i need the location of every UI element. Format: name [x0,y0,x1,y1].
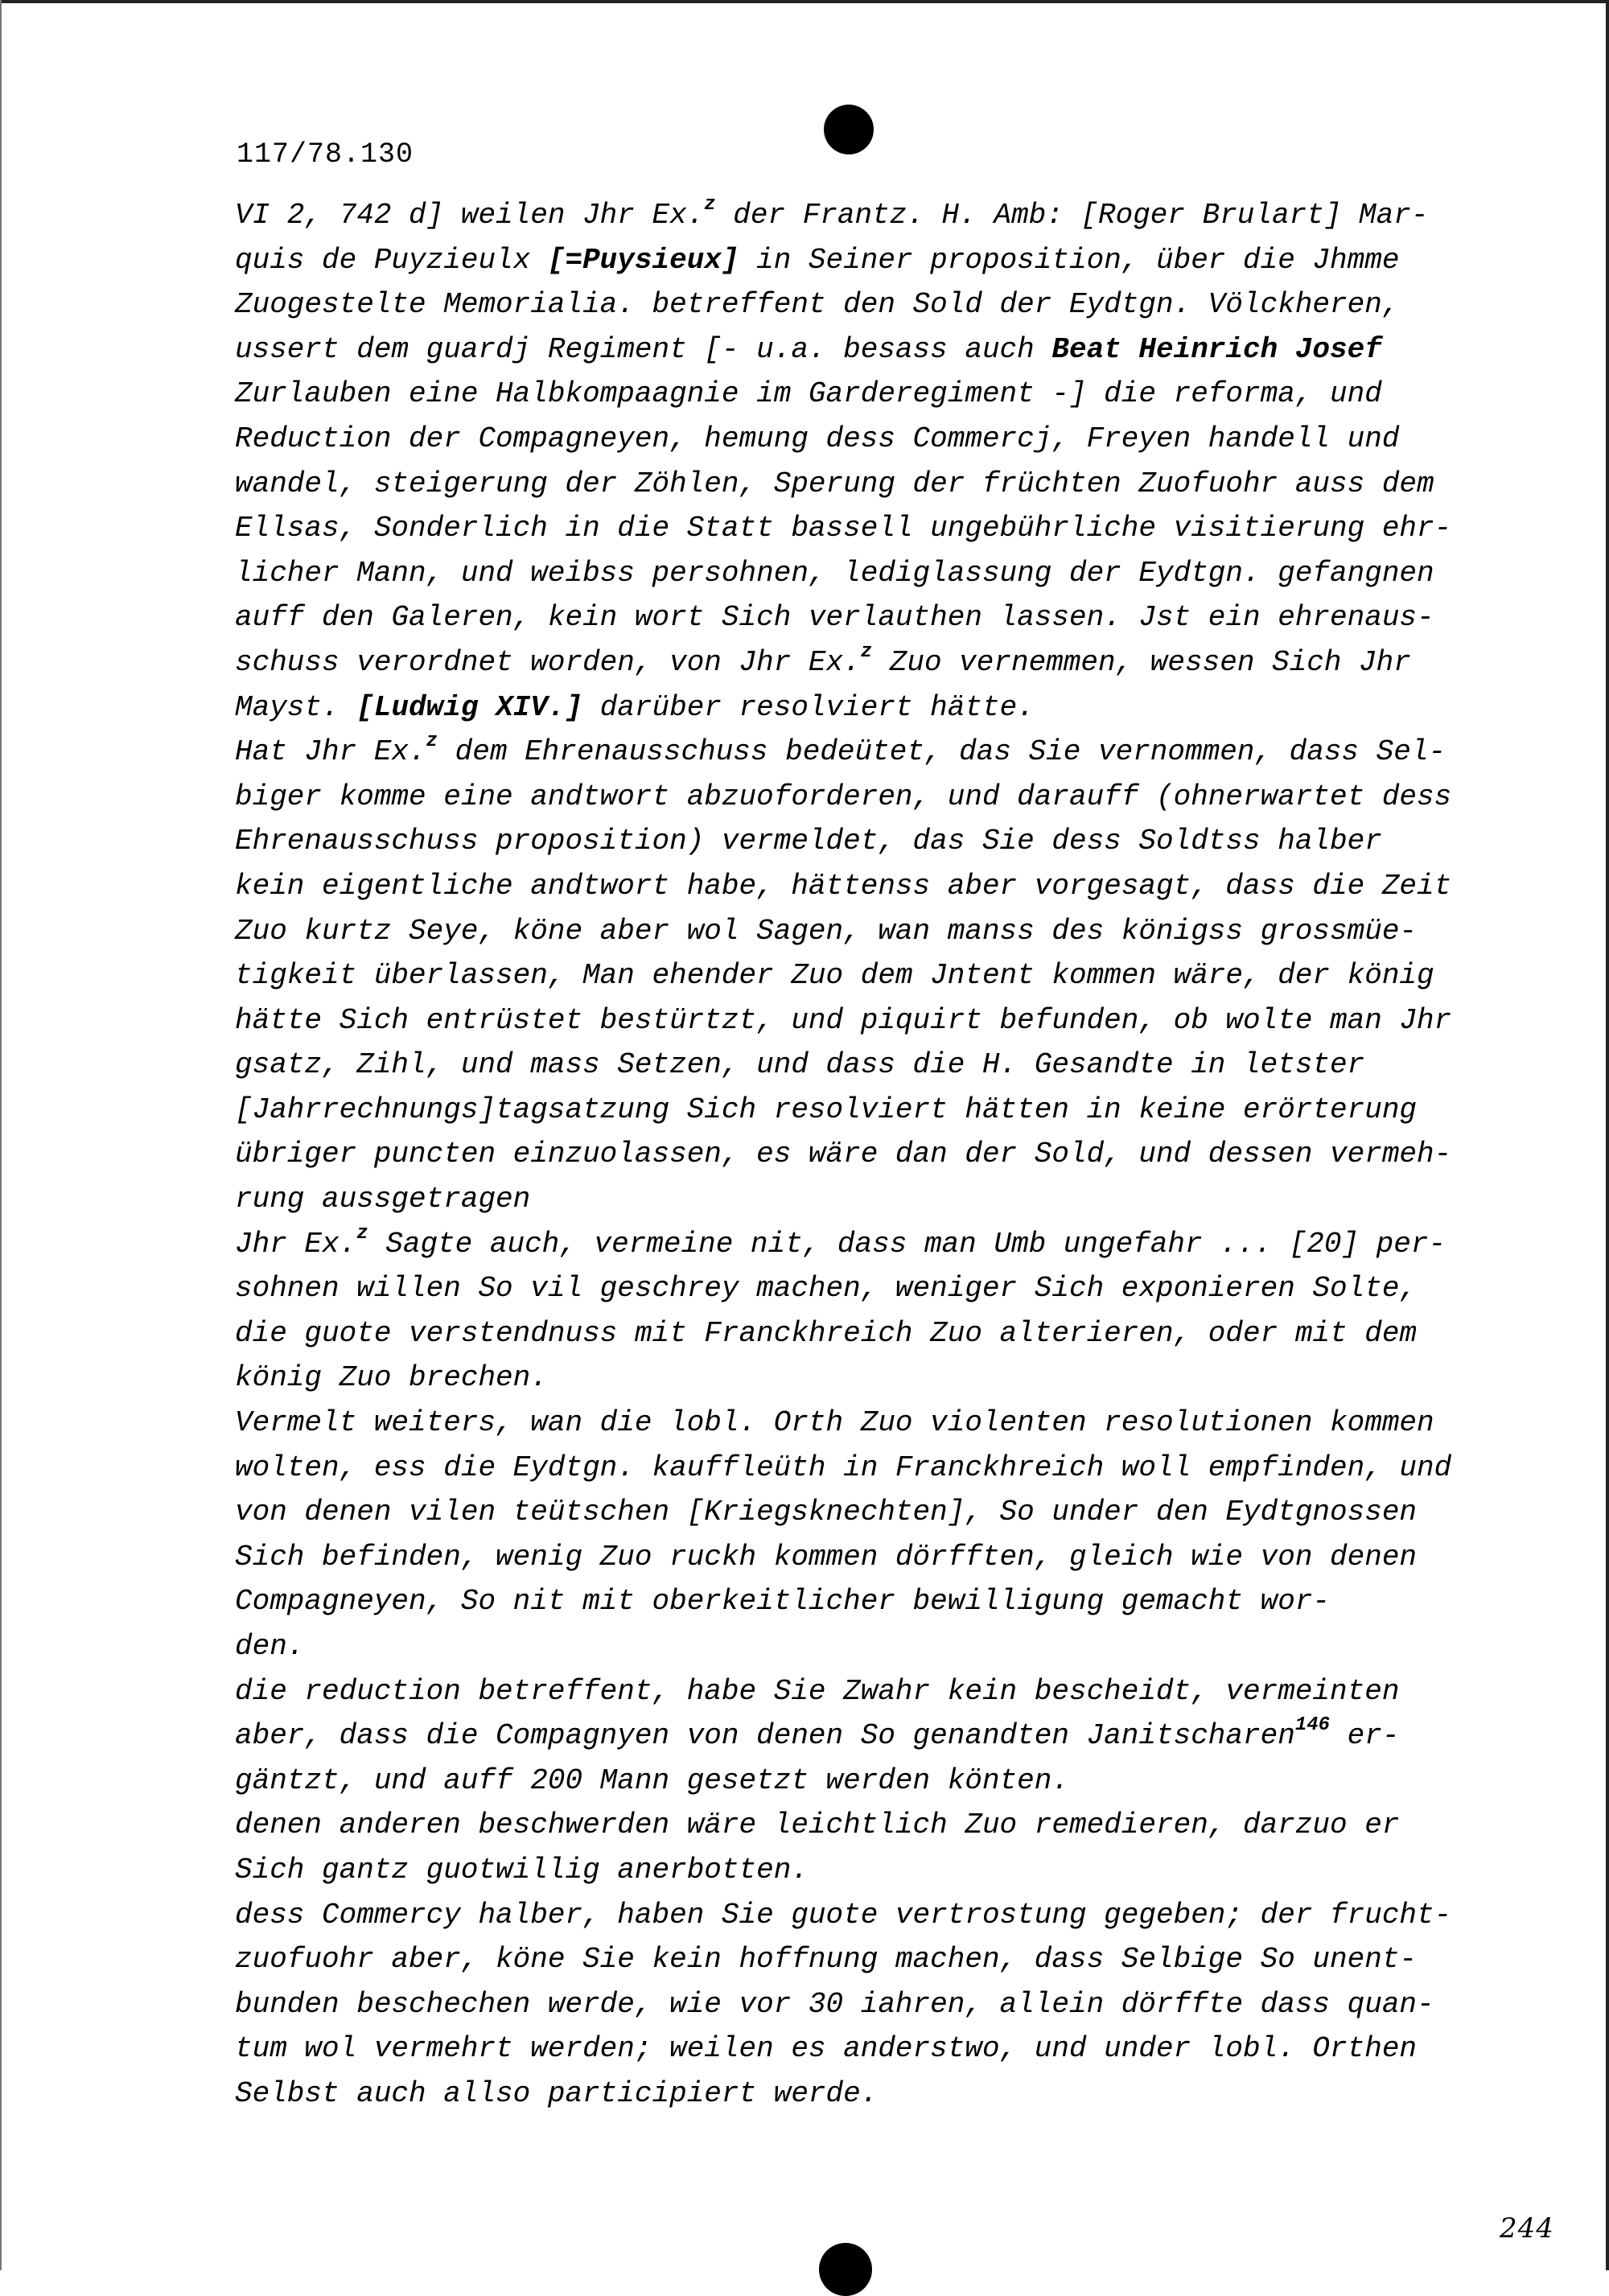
text-segment: ussert dem guardj Regiment [- u.a. besass auch [235,332,1052,366]
text-segment: gsatz, Zihl, und mass Setzen, und dass die H. Gesandte in letster [235,1048,1365,1082]
text-segment: biger komme eine andtwort abzuoforderen, und darauff (ohnerwartet dess [235,780,1452,813]
document-reference: 117/78.130 [237,138,414,171]
text-line [235,1803,1458,1848]
text-segment: auff den Galeren, kein wort Sich verlauthen lassen. Jst ein ehrenaus- [235,601,1434,635]
text-line [235,462,1458,507]
text-line [235,640,1458,685]
text-segment: Sich befinden, wenig Zuo ruckh kommen dörfften, gleich wie von denen [235,1540,1418,1574]
text-segment: Mayst. [235,690,357,724]
text-segment: Compagneyen, So nit mit oberkeitlicher bewilligung gemacht wor- [235,1585,1331,1619]
text-segment: Selbst auch allso participiert werde. [235,2076,879,2110]
text-segment: darüber resolviert hätte. [582,690,1035,724]
text-segment: dess Commercy halber, haben Sie guote vertrostung gegeben; der frucht- [235,1898,1452,1932]
text-segment: könig Zuo brechen. [235,1361,548,1395]
text-segment: tum wol vermehrt werden; weilen es anderstwo, und under lobl. Orthen [235,2032,1418,2066]
text-line [235,1088,1458,1133]
text-line [235,730,1458,775]
text-line [235,1132,1458,1177]
text-segment: in Seiner proposition, über die Jhmme [739,243,1400,277]
text-line [235,1759,1458,1804]
text-line [235,1311,1458,1356]
punch-hole-top [824,105,874,154]
text-line [235,775,1458,820]
page-edge-top [0,0,1609,3]
text-segment: quis de Puyzieulx [235,243,548,277]
punch-hole-bottom [819,2243,872,2296]
page-edge-right [1606,0,1609,2270]
text-line [235,1848,1458,1893]
text-segment: Zuo vernemmen, wessen Sich Jhr [872,645,1411,679]
text-segment: sohnen willen So vil geschrey machen, weniger Sich exponieren Solte, [235,1272,1418,1306]
text-segment: rung aussgetragen [235,1183,531,1216]
text-line [235,2072,1458,2117]
text-segment: bunden beschechen werde, wie vor 30 iahren, allein dörffte dass quan- [235,1987,1434,2021]
superscript: z [704,194,716,216]
text-segment: gäntzt, und auff 200 Mann gesetzt werden könten. [235,1763,1069,1797]
text-line [235,238,1458,283]
page-number: 244 [1500,2212,1554,2245]
text-line [235,1043,1458,1088]
superscript: z [356,1222,368,1245]
text-segment: Hat Jhr Ex. [235,735,426,769]
text-line [235,1222,1458,1267]
text-segment: schuss verordnet worden, von Jhr Ex. [235,645,861,679]
text-line [235,1893,1458,1938]
text-line [235,1579,1458,1624]
text-segment: Zuogestelte Memorialia. betreffent den Sold der Eydtgn. Völckheren, [235,288,1400,322]
text-line [235,909,1458,954]
text-line [235,417,1458,462]
text-segment: wolten, ess die Eydtgn. kauffleüth in Franckhreich woll empfinden, und [235,1450,1452,1484]
text-line [235,193,1458,238]
text-line [235,595,1458,640]
text-line [235,327,1458,372]
text-line [235,864,1458,909]
text-segment: [Jahrrechnungs]tagsatzung Sich resolviert hätten in keine erörterung [235,1092,1418,1126]
text-segment: den. [235,1630,305,1663]
superscript: 146 [1294,1714,1331,1737]
superscript: z [426,730,438,753]
text-line [235,1714,1458,1759]
text-line [235,1266,1458,1311]
text-line [235,1177,1458,1222]
text-line [235,282,1458,327]
text-line [235,685,1458,730]
bold-text: [Ludwig XIV.] [356,690,583,724]
bold-text: Beat Heinrich Josef [1051,332,1382,366]
text-line [235,551,1458,596]
text-line [235,1356,1458,1401]
text-segment: wandel, steigerung der Zöhlen, Sperung der früchten Zuofuohr auss dem [235,467,1434,500]
text-segment: Ellsas, Sonderlich in die Statt bassell ungebührliche visitierung ehr- [235,512,1452,545]
text-line [235,819,1458,864]
text-segment: Zurlauben eine Halbkompaagnie im Garderegiment -] die reforma, und [235,377,1382,411]
bold-text: [=Puysieux] [547,243,739,277]
text-segment: denen anderen beschwerden wäre leichtlich Zuo remedieren, darzuo er [235,1808,1400,1842]
text-segment: er- [1330,1719,1400,1753]
text-segment: licher Mann, und weibss persohnen, lediglassung der Eydtgn. gefangnen [235,556,1434,590]
text-segment: Sich gantz guotwillig anerbotten. [235,1853,809,1887]
text-line [235,1446,1458,1491]
page-edge-left [0,0,2,2270]
text-segment: von denen vilen teütschen [Kriegsknechten], So under den Eydtgnossen [235,1496,1418,1529]
text-segment: dem Ehrenausschuss bedeütet, das Sie vernommen, dass Sel- [438,735,1446,769]
text-segment: die reduction betreffent, habe Sie Zwahr kein bescheidt, vermeinten [235,1674,1400,1708]
text-line [235,1669,1458,1714]
superscript: z [860,640,873,663]
text-segment: VI 2, 742 d] weilen Jhr Ex. [235,199,705,232]
text-line [235,1401,1458,1446]
text-line [235,372,1458,417]
text-segment: kein eigentliche andtwort habe, hättenss aber vorgesagt, dass die Zeit [235,869,1452,903]
text-segment: zuofuohr aber, köne Sie kein hoffnung machen, dass Selbige So unent- [235,1943,1418,1977]
text-line [235,1490,1458,1535]
text-segment: Sagte auch, vermeine nit, dass man Umb ungefahr ... [20] per- [368,1227,1446,1261]
text-line [235,506,1458,551]
text-segment: Zuo kurtz Seye, köne aber wol Sagen, wan manss des königss grossmüe- [235,914,1418,948]
text-segment: der Frantz. H. Amb: [Roger Brulart] Mar- [715,199,1429,232]
text-line [235,1982,1458,2027]
text-segment: die guote verstendnuss mit Franckhreich Zuo alterieren, oder mit dem [235,1316,1418,1350]
document-body [235,193,1458,2117]
text-segment: hätte Sich entrüstet bestürtzt, und piquirt befunden, ob wolte man Jhr [235,1003,1452,1037]
text-line [235,1937,1458,1982]
text-segment: Jhr Ex. [235,1227,357,1261]
text-line [235,953,1458,998]
text-segment: Ehrenausschuss proposition) vermeldet, das Sie dess Soldtss halber [235,825,1382,858]
text-segment: übriger puncten einzuolassen, es wäre dan der Sold, und dessen vermeh- [235,1138,1452,1171]
text-segment: tigkeit überlassen, Man ehender Zuo dem Jntent kommen wäre, der könig [235,959,1434,993]
text-line [235,1535,1458,1580]
text-segment: Reduction der Compagneyen, hemung dess Commercj, Freyen handell und [235,422,1400,455]
text-line [235,1624,1458,1669]
text-segment: aber, dass die Compagnyen von denen So genandten Janitscharen [235,1719,1295,1753]
text-line [235,2026,1458,2072]
text-segment: Vermelt weiters, wan die lobl. Orth Zuo violenten resolutionen kommen [235,1406,1434,1440]
text-line [235,998,1458,1043]
